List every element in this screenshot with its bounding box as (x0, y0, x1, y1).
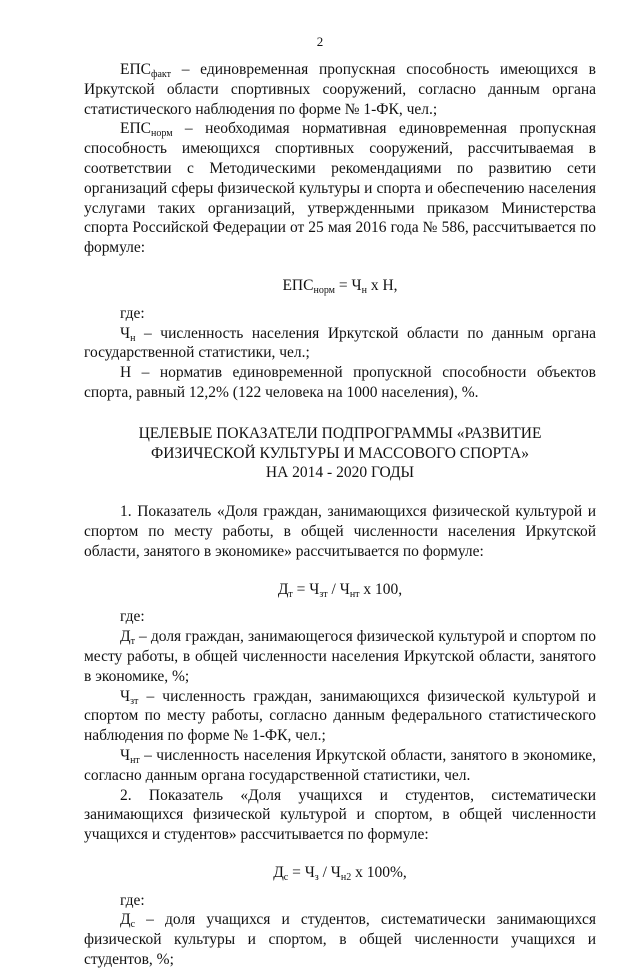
indicator-2-text: 2. Показатель «Доля учащихся и студентов, систематически занимающихся физической культурой и спортом, в общей численности учащихся и студентов» рассчитывается по формуле: (84, 786, 596, 844)
definition-dc: $Д_с$ – доля учащихся и студентов, систематически занимающихся физической культуры и спортом, в общей численности учащихся и студентов, %; (84, 911, 596, 969)
where-label-2: где: (120, 608, 145, 626)
definition-dt: $Д_т$ – доля граждан, занимающегося физической культурой и спортом по месту работы, в общей численности населения Иркутской области, занятого в экономике, %; (84, 628, 596, 685)
definition-eps-fact: $ЕПС_{факт}$ – единовременная пропускная способность имеющихся в Иркутской области спортивных сооружений, согласно данным органа статистического наблюдения по форме № 1-ФК, чел.; (84, 61, 596, 118)
definition-chn: $Ч_н$ – численность населения Иркутской области по данным органа государственной статистики, чел.; (84, 324, 596, 362)
definition-chzt: $Ч_{зт}$ – численность граждан, занимающихся физической культурой и спортом по месту работы, согласно данным федерального статистического наблюдения по форме № 1-ФК, чел.; (84, 687, 596, 745)
formula-dc: $Д_с = Ч_з / Ч_{н2}$ х 100%, (273, 863, 407, 883)
definition-eps-norm: $ЕПС_{норм}$ – необходимая нормативная единовременная пропускная способность имеющихся спортивных сооружений, рассчитываемая в соответствии с Методическими рекомендациями по развитию сети организаций сферы физической культуры и спорта и обеспечению населения услугами таких организаций, утвержденными приказом Министерства спорта Российской Федерации от 25 мая 2016 года № 586, рассчитывается по формуле: (84, 120, 596, 257)
page-number: 2 (316, 34, 324, 49)
formula-dt: $Д_т = Ч_{зт} / Ч_{нт}$ х 100, (277, 580, 403, 600)
indicator-1-text: 1. Показатель «Доля граждан, занимающихся физической культурой и спортом по месту работы, в общей численности населения Иркутской области, занятого в экономике» рассчитывается по формуле: (84, 503, 596, 560)
definition-n: Н – норматив единовременной пропускной способности объектов спорта, равный 12,2% (122 человека на 1000 населения), %. (84, 364, 596, 401)
page-content (84, 60, 596, 970)
definition-chnt: $Ч_{нт}$ – численность населения Иркутской области, занятого в экономике, согласно данным органа государственной статистики, чел. (84, 746, 596, 784)
where-label-3: где: (120, 891, 145, 909)
where-label-1: где: (120, 304, 145, 322)
section-heading: ЦЕЛЕВЫЕ ПОКАЗАТЕЛИ ПОДПРОГРАММЫ «РАЗВИТИЕ ФИЗИЧЕСКОЙ КУЛЬТУРЫ И МАССОВОГО СПОРТА» НА 2014 - 2020 ГОДЫ (138, 424, 542, 482)
formula-eps-norm: $ЕПС_{норм} = Ч_н$ х Н, (282, 276, 398, 296)
